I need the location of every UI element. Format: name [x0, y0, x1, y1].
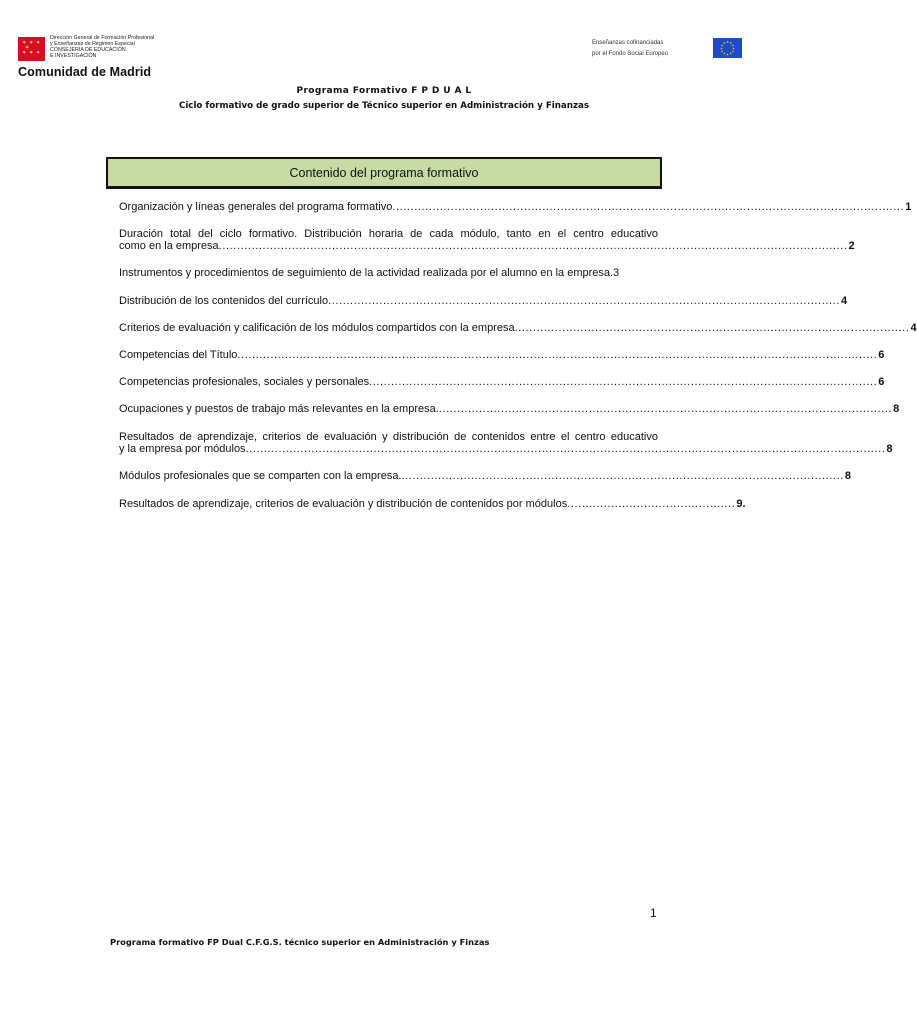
toc-entry-page: 4 — [840, 295, 848, 307]
toc-entry[interactable] — [119, 431, 893, 455]
toc-heading: Contenido del programa formativo — [106, 157, 662, 189]
toc-entry[interactable] — [119, 376, 885, 388]
institution-line: y Enseñanzas de Régimen Especial — [50, 41, 135, 47]
toc-leader-dots: ............................................................................................................................................................................... — [245, 443, 886, 455]
toc-entry-page: 6 — [878, 349, 885, 361]
toc-entry[interactable] — [119, 322, 917, 334]
toc-leader-dots: ............................................................................................................................ — [438, 403, 893, 415]
institution-name: Comunidad de Madrid — [18, 65, 152, 79]
svg-text:★: ★ — [732, 46, 736, 51]
toc-entry-page: 2 — [848, 240, 855, 252]
toc-leader-dots: ............................................................................................................................................................................... — [237, 349, 878, 361]
eu-cofinancing-text — [592, 38, 668, 60]
svg-text:★: ★ — [729, 51, 733, 56]
toc-entry[interactable] — [119, 403, 900, 415]
toc-entry[interactable] — [119, 295, 848, 307]
document-title: Programa Formativo F P D U A L — [296, 86, 472, 96]
toc-entry-page: 8 — [886, 443, 893, 455]
svg-text:★: ★ — [726, 52, 729, 57]
svg-text:★: ★ — [720, 49, 724, 54]
comunidad-de-madrid-logo — [18, 35, 178, 81]
svg-text:★: ★ — [722, 41, 726, 45]
svg-text:★: ★ — [726, 40, 729, 45]
toc-entry-text: Organización y líneas generales del programa formativo — [119, 201, 393, 213]
document-subtitle: Ciclo formativo de grado superior de Técnico superior en Administración y Finanzas — [178, 101, 590, 111]
toc-leader-dots: ............................................................................................................................................................................ — [218, 240, 848, 252]
toc-entry-text: Instrumentos y procedimientos de seguimiento de la actividad realizada por el alumno en la empresa.3 — [119, 267, 620, 279]
toc-entry-text: y la empresa por módulos — [119, 443, 246, 455]
svg-text:★: ★ — [719, 46, 723, 51]
toc-entry-text: Distribución de los contenidos del currículo — [119, 295, 329, 307]
toc-entry-text: Criterios de evaluación y calificación de los módulos compartidos con la empresa — [119, 322, 515, 334]
toc-entry-page: 6 — [878, 376, 885, 388]
toc-entry-text-line1: Duración total del ciclo formativo. Distribución horaria de cada módulo, tanto en el centro educativo — [119, 228, 658, 240]
toc-entry-text: Competencias profesionales, sociales y personales — [119, 376, 370, 388]
toc-entry-text: Competencias del Título — [119, 349, 238, 361]
svg-text:★: ★ — [731, 49, 735, 54]
svg-text:★: ★ — [729, 41, 733, 45]
toc-entry[interactable] — [119, 228, 855, 252]
institution-line: CONSEJERÍA DE EDUCACIÓN — [50, 47, 126, 53]
eu-line: Enseñanzas cofinanciadas — [592, 40, 664, 46]
svg-text:★: ★ — [731, 43, 735, 48]
institution-lines — [50, 35, 154, 59]
page-number: 1 — [650, 906, 657, 920]
madrid-flag-icon: ✶ ✶ ✶ ✶ ✶ ✶ ✶ — [18, 37, 45, 61]
institution-line: E INVESTIGACIÓN — [50, 53, 97, 59]
toc-entry[interactable] — [119, 498, 746, 510]
eu-flag-icon — [713, 38, 742, 58]
toc-entry-text: Resultados de aprendizaje, criterios de evaluación y distribución de contenidos por módulos — [119, 498, 568, 510]
toc-entry-page: 8 — [893, 403, 900, 415]
toc-entry-page: 4 — [910, 322, 917, 334]
toc-entry[interactable] — [119, 349, 885, 361]
toc-leader-dots: ............................................................................................................................................ — [392, 201, 905, 213]
toc-entry-text: Ocupaciones y puestos de trabajo más relevantes en la empresa. — [119, 403, 439, 415]
toc-entry[interactable] — [119, 267, 658, 279]
toc-leader-dots: ............................................................................................................ — [514, 322, 910, 334]
toc-leader-dots: .............................................. — [567, 498, 736, 510]
toc-entry-text-line1: Resultados de aprendizaje, criterios de evaluación y distribución de contenidos entre el centro educativo — [119, 431, 658, 443]
toc-entry[interactable] — [119, 470, 852, 482]
institution-line: Dirección General de Formación Profesional — [50, 35, 155, 41]
toc-entry-page: 8 — [844, 470, 852, 482]
svg-text:★: ★ — [720, 43, 724, 48]
toc-leader-dots: ............................................................................................................................................ — [328, 295, 840, 307]
toc-entry-text: Módulos profesionales que se comparten con la empresa. — [119, 470, 402, 482]
toc-entry-page: 9. — [736, 498, 746, 510]
toc-entry-page: 1 — [905, 201, 912, 213]
toc-leader-dots: ......................................................................................................................... — [401, 470, 844, 482]
toc-entry-text: como en la empresa — [119, 240, 219, 252]
svg-text:★: ★ — [722, 51, 726, 56]
eu-line: por el Fondo Social Europeo — [592, 51, 669, 57]
toc-leader-dots: ........................................................................................................................................... — [369, 376, 878, 388]
toc-entry[interactable] — [119, 201, 912, 213]
page-footer: Programa formativo FP Dual C.F.G.S. técnico superior en Administración y Finzas — [110, 937, 490, 947]
